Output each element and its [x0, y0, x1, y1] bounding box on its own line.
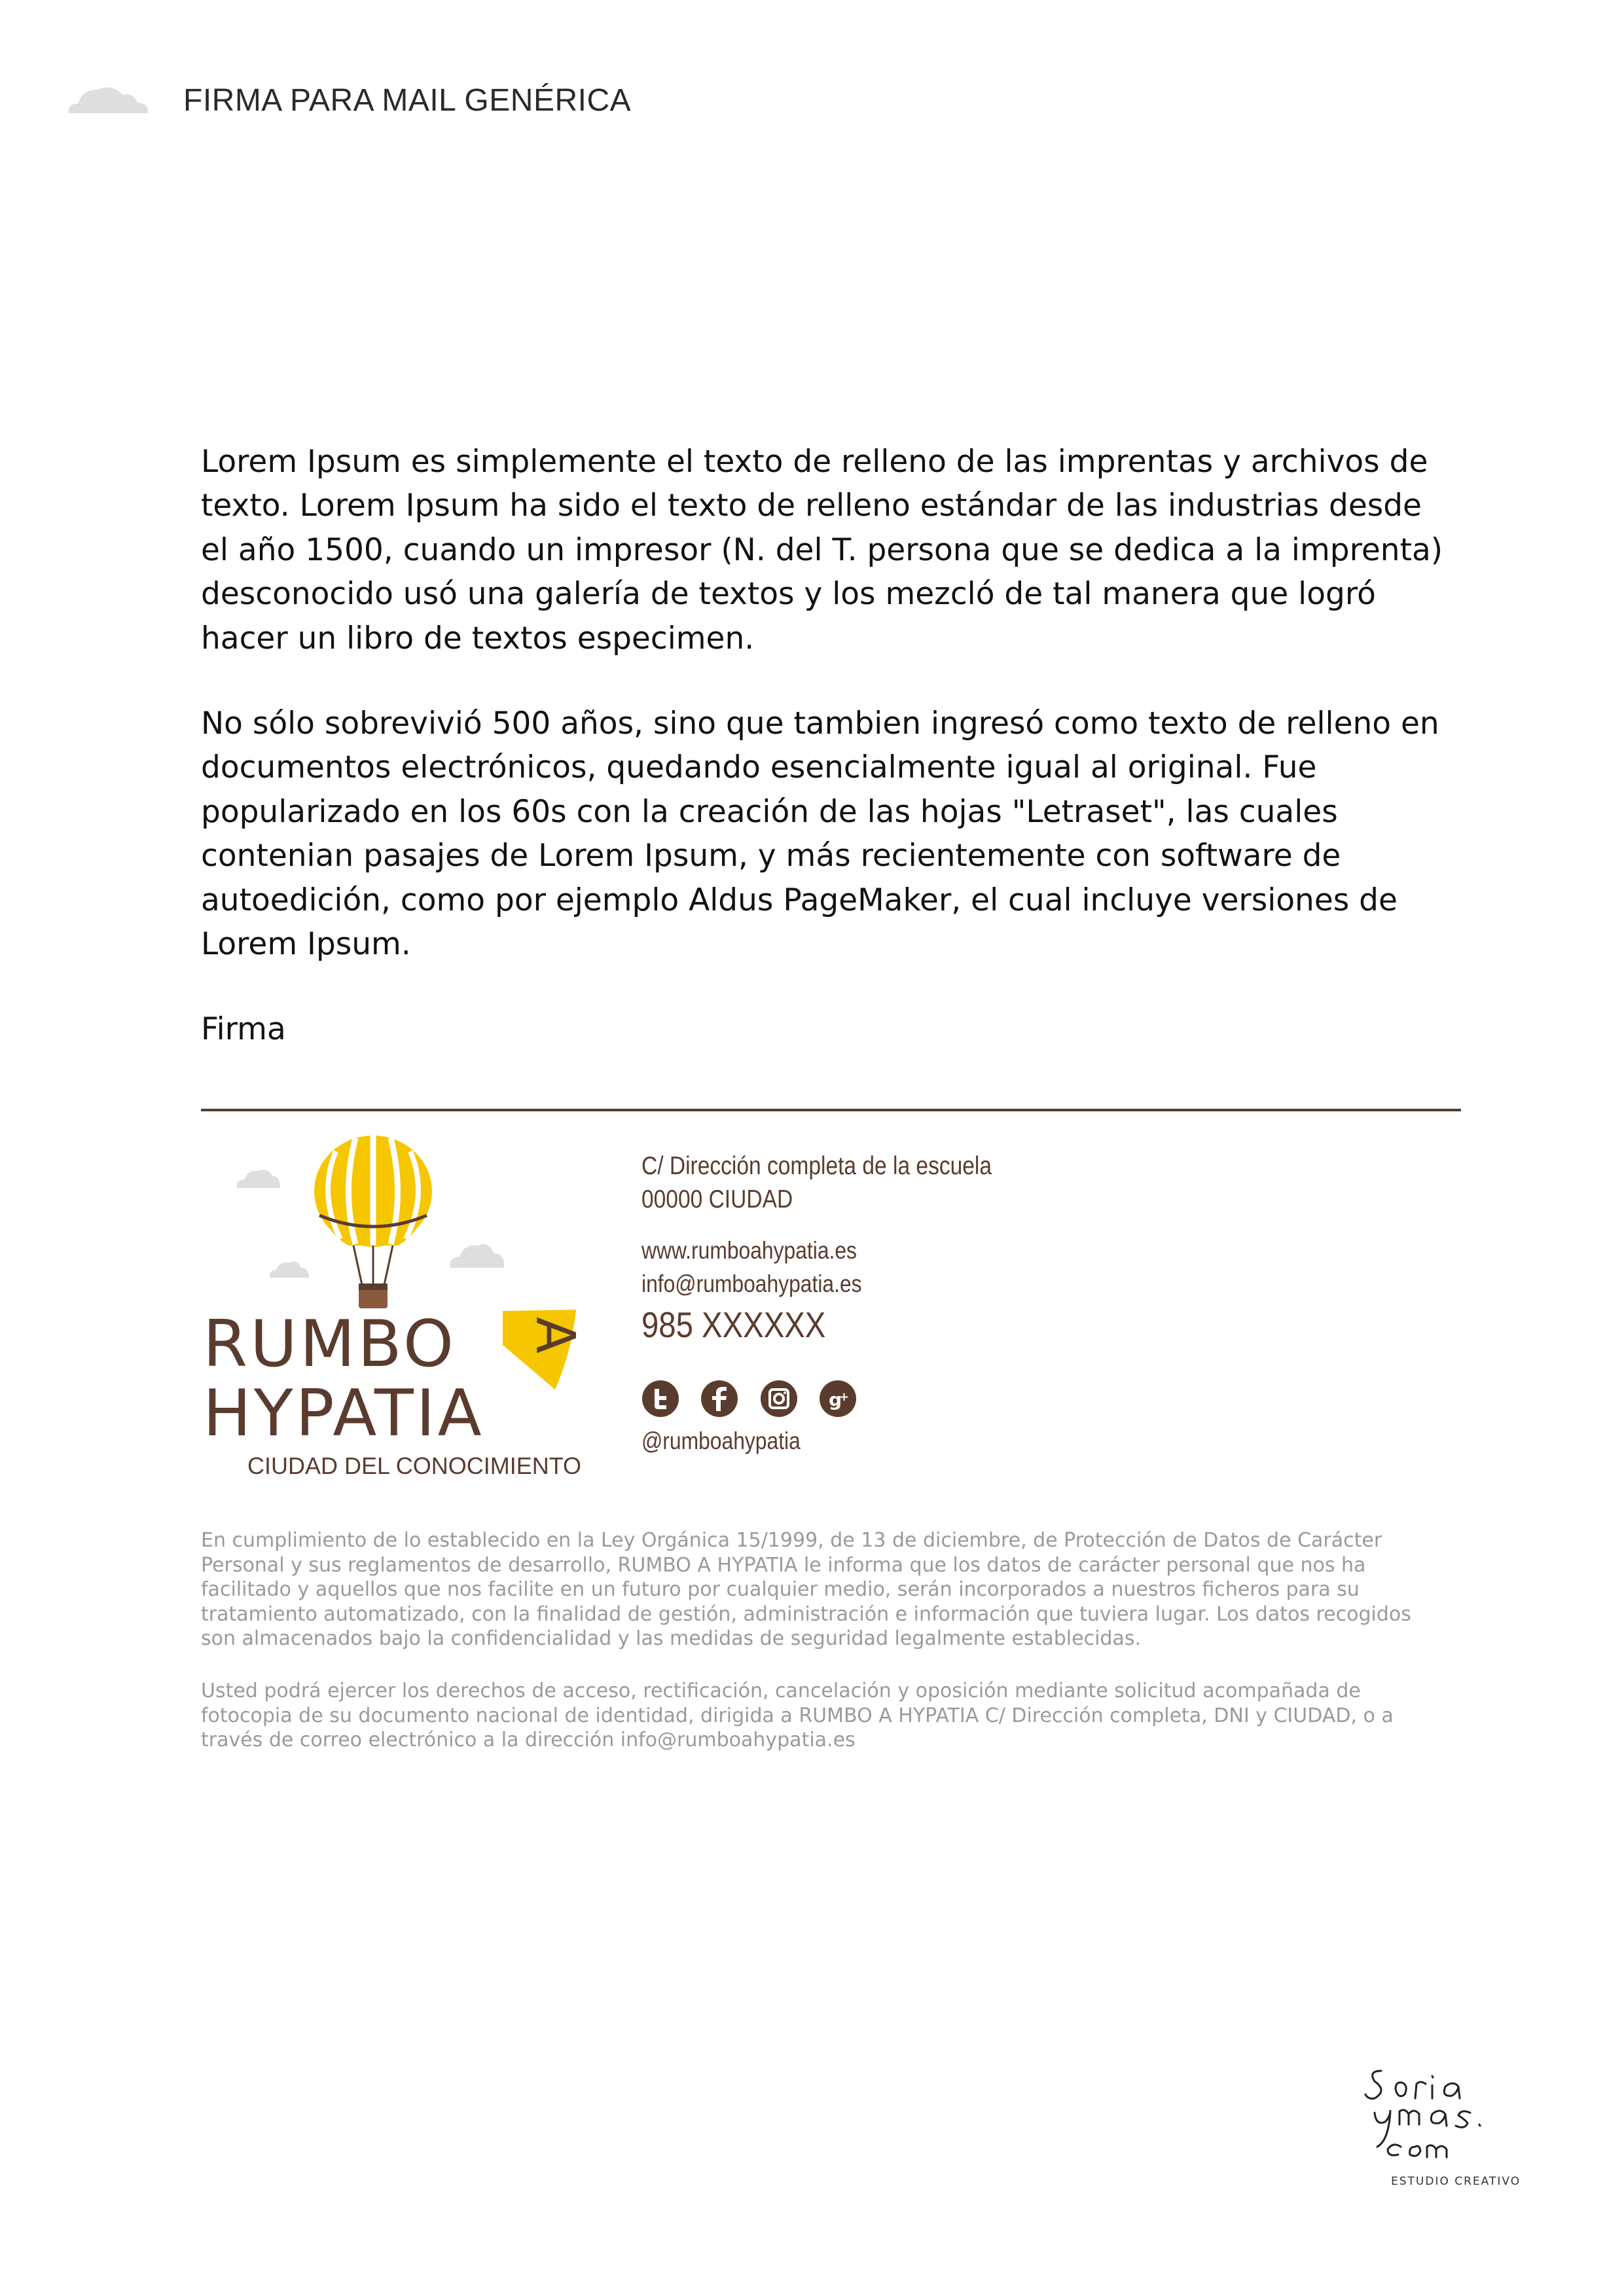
page-title: FIRMA PARA MAIL GENÉRICA — [183, 83, 632, 118]
email-body — [201, 440, 1458, 1052]
hot-air-balloon-icon — [314, 1136, 432, 1308]
svg-text:+: + — [839, 1390, 850, 1404]
email-link[interactable]: info@rumboahypatia.es — [641, 1270, 862, 1297]
logo-tagline: CIUDAD DEL CONOCIMIENTO — [247, 1452, 582, 1479]
address-line: C/ Dirección completa de la escuela — [641, 1152, 992, 1180]
signature-label: Firma — [201, 1011, 286, 1048]
rumbo-a-hypatia-logo — [196, 1129, 589, 1482]
signature-divider — [201, 1109, 1461, 1111]
website-link[interactable]: www.rumboahypatia.es — [641, 1237, 857, 1264]
social-handle[interactable]: @rumboahypatia — [641, 1427, 801, 1454]
instagram-icon[interactable] — [761, 1380, 797, 1417]
google-plus-icon[interactable] — [820, 1380, 856, 1417]
cloud-icon — [237, 1170, 280, 1188]
logo-letter-a: A — [524, 1316, 586, 1354]
phone-number[interactable]: 985 XXXXXX — [641, 1304, 826, 1345]
legal-rights: Usted podrá ejercer los derechos de acceso, rectificación, cancelación y oposición mediante solicitud acompañada de fotocopia de su documento nacional de identidad, dirigida a RUMBO A HYPATIA C/ Dirección completa, DNI y CIUDAD, o a través de correo electrónico a la dirección info@rumboahypatia.es — [201, 1679, 1394, 1751]
logo-word-rumbo: RUMBO — [203, 1307, 457, 1382]
legal-notice: En cumplimiento de lo establecido en la Ley Orgánica 15/1999, de 13 de diciembre, de Protección de Datos de Carácter Personal y sus reglamentos de desarrollo, RUMBO A HYPATIA le informa que los datos de carácter personal que nos ha facilitado y aquellos que nos facilite en un futuro por cualquier medio, serán incorporados a nuestros ficheros para su tratamiento automatizado, con la finalidad de gestión, administración e información que tuviera lugar. Los datos recogidos son almacenados bajo la confidencialidad y las medidas de seguridad legalmente establecidas. — [201, 1529, 1411, 1650]
address-city: 00000 CIUDAD — [641, 1185, 793, 1213]
logo-word-hypatia: HYPATIA — [203, 1376, 484, 1451]
studio-handwritten-logo — [1355, 2062, 1571, 2173]
body-paragraph: Lorem Ipsum es simplemente el texto de relleno de las imprentas y archivos de texto. Lorem Ipsum ha sido el texto de relleno estándar de las industrias desde el año 1500, cuando un impresor (N. del T. persona que se dedica a la imprenta) desconocido usó una galería de textos y los mezcló de tal manera que logró hacer un libro de textos especimen. — [201, 444, 1443, 656]
twitter-icon[interactable] — [642, 1380, 679, 1417]
body-paragraph: No sólo sobrevivió 500 años, sino que tambien ingresó como texto de relleno en documentos electrónicos, quedando esencialmente igual al original. Fue popularizado en los 60s con la creación de las hojas "Letraset", las cuales contenian pasajes de Lorem Ipsum, y más recientemente con software de autoedición, como por ejemplo Aldus PageMaker, el cual incluye versiones de Lorem Ipsum. — [201, 706, 1439, 963]
social-icons — [641, 1378, 864, 1419]
cloud-icon — [450, 1244, 505, 1268]
cloud-icon — [270, 1261, 309, 1278]
facebook-icon[interactable] — [701, 1380, 738, 1417]
cloud-icon — [65, 82, 151, 115]
studio-caption: ESTUDIO CREATIVO — [1391, 2175, 1521, 2188]
svg-text:g: g — [829, 1389, 842, 1410]
